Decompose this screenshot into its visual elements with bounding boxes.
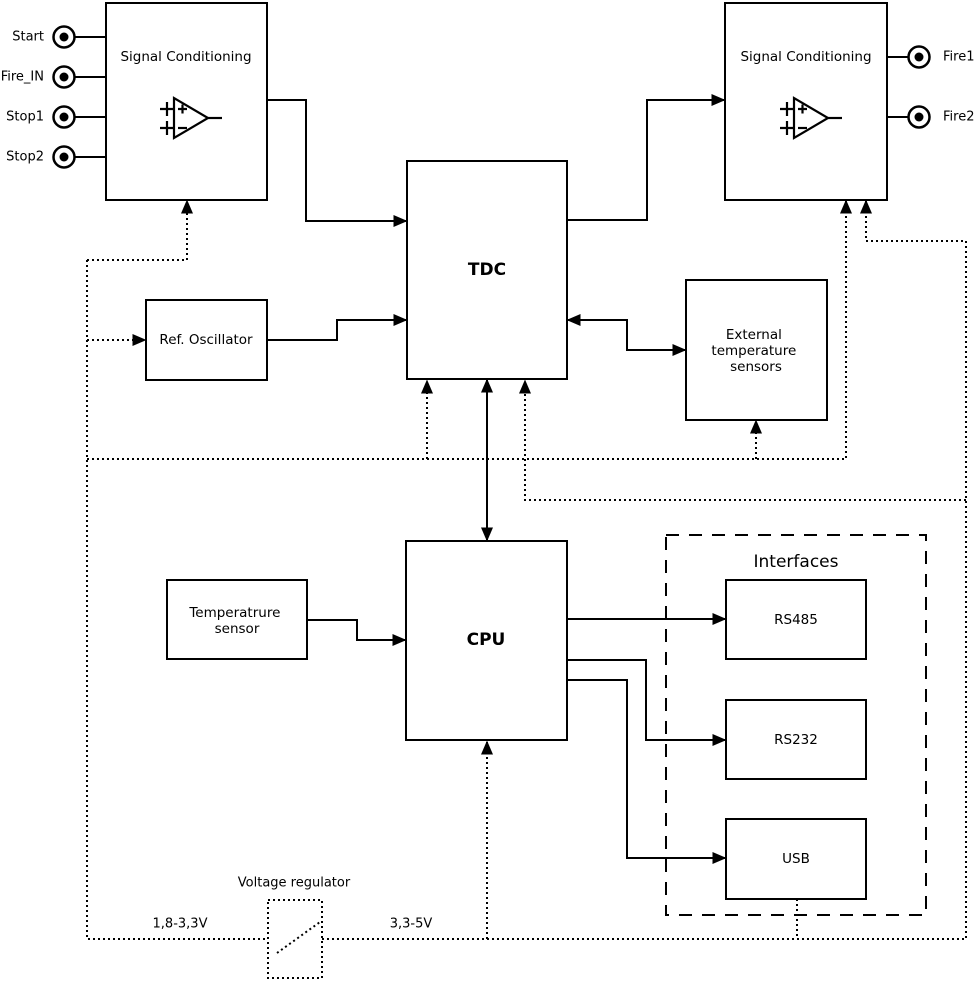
output-ports — [909, 47, 975, 128]
temp-sensor-line1: Temperatrure — [189, 605, 281, 621]
rail-scleft-bottom — [87, 201, 187, 260]
connector-stop1 — [54, 107, 75, 128]
temp-sensor-line2: sensor — [214, 621, 260, 637]
connector-fire1 — [909, 47, 930, 68]
power-label-left: 1,8-3,3V — [152, 916, 208, 932]
connector-stop2 — [54, 147, 75, 168]
tdc-label: TDC — [467, 260, 507, 280]
signal-conditioning-left-label: Signal Conditioning — [120, 49, 252, 65]
connector-fire2 — [909, 107, 930, 128]
wire-tdc-exttemp — [568, 320, 685, 350]
voltage-regulator-label: Voltage regulator — [237, 875, 351, 891]
wire-scleft-to-tdc — [267, 100, 406, 221]
blocks — [106, 3, 887, 978]
voltage-regulator-diagonal — [277, 922, 320, 953]
ext-temp-line3: sensors — [730, 359, 782, 375]
power-label-right: 3,3-5V — [389, 916, 433, 932]
ext-temp-line2: temperature — [711, 343, 797, 359]
cpu-label: CPU — [466, 630, 506, 650]
rs232-label: RS232 — [774, 732, 818, 748]
block-signal-conditioning-right — [725, 3, 887, 200]
port-label-fire2: Fire2 — [943, 109, 975, 125]
ext-temp-line1: External — [725, 327, 782, 343]
signal-conditioning-right-label: Signal Conditioning — [740, 49, 872, 65]
interfaces-title: Interfaces — [753, 552, 839, 572]
wire-refosc-to-tdc — [267, 320, 406, 340]
usb-label: USB — [782, 851, 810, 867]
port-label-fire1: Fire1 — [943, 49, 975, 65]
port-label-stop1: Stop1 — [6, 109, 44, 125]
rs485-label: RS485 — [774, 612, 818, 628]
port-label-stop2: Stop2 — [6, 149, 44, 165]
wire-cpu-to-rs232 — [567, 660, 725, 740]
wire-tdc-to-scright — [567, 100, 724, 220]
block-voltage-regulator — [268, 900, 322, 978]
port-label-start: Start — [12, 29, 44, 45]
port-label-fire-in: Fire_IN — [0, 69, 44, 85]
input-ports — [1, 27, 75, 168]
ref-oscillator-label: Ref. Oscillator — [159, 332, 253, 348]
connector-start — [54, 27, 75, 48]
connector-fire-in — [54, 67, 75, 88]
wire-tempsensor-to-cpu — [307, 620, 405, 640]
block-signal-conditioning-left — [106, 3, 267, 200]
